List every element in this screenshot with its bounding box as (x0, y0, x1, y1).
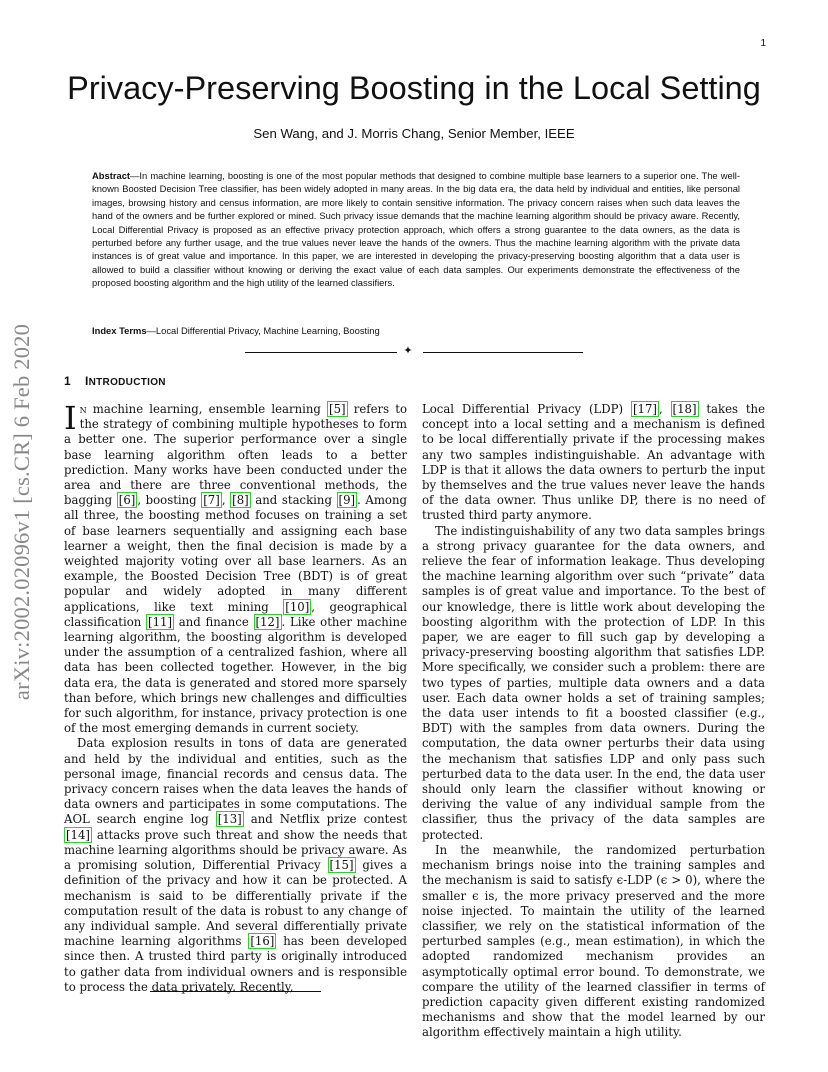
text-run: gives a definition of the privacy and how it can be protected. A mechanism is said to be differentially private if the computation result of the data is robust to any change of any individual sample. And several differentially private machine learning algorithms (64, 858, 407, 949)
citation-link[interactable]: [16] (250, 934, 275, 949)
text-run: refers to the strategy of combining multiple hypotheses to form a better one. The superior performance over a single base learning algorithm often leads to a better prediction. Many works have been conducted under the area and there are three conventional methods, the bagging (64, 402, 408, 508)
paragraph-intro-3 (422, 402, 765, 524)
abstract (92, 169, 740, 290)
text-run: . Like other machine learning algorithm, the boosting algorithm is developed under the assumption of a centralized fashion, where all data has been collected together. However, in the big data era, the data is generated and stored more sparsely than before, which brings new challenges and difficulties for such algorithm, for instance, privacy protection is one of the most emerging demands in current society. (64, 614, 407, 736)
citation-link[interactable]: [18] (672, 402, 697, 416)
section-title-rest: NTRODUCTION (88, 377, 166, 388)
divider-line-left (245, 352, 397, 353)
left-column (64, 399, 408, 995)
text-run: and Netflix prize contest (243, 812, 407, 827)
text-run: Data explosion results in tons of data are generated and held by the individual and entities, such as the personal image, financial records and census data. The privacy concern raises when the data leaves the hands of data owners and participates in some computations. The AOL search engine log (64, 736, 407, 827)
text-run: and finance (174, 614, 254, 629)
divider-line-right (423, 352, 583, 353)
citation-link[interactable]: [10] (285, 599, 310, 614)
citation-link[interactable]: [9] (338, 493, 356, 508)
divider-ornament-icon: ✦ (403, 344, 413, 357)
arxiv-identifier-stamp (2, 297, 42, 727)
citation-link[interactable]: [12] (255, 614, 280, 629)
section-heading-introduction (64, 374, 166, 388)
paragraph-intro-1 (64, 399, 408, 736)
arxiv-identifier-text: arXiv:2002.02096v1 [cs.CR] 6 Feb 2020 (9, 323, 34, 701)
page-number: 1 (760, 38, 766, 49)
text-run: Local Differential Privacy (LDP) (422, 402, 631, 416)
text-run: . Among all three, the boosting method focuses on training a set of base learners sequentially and assigning each base learner a weight, then the final decision is made by a weighted majority voting over all base learners. As an example, the Boosted Decision Tree (BDT) is of great popular and widely adopted in many different applications, like text mining (64, 493, 407, 614)
section-title-initial: I (84, 374, 89, 388)
paragraph-intro-5: In the meanwhile, the randomized perturbation mechanism brings noise into the training samples and the mechanism is said to satisfy ϵ-LDP (ϵ > 0), where the smaller ϵ is, the more privacy preserved and the more noise injected. To maintain the utility of the learned classifier, we rely on the statistical information of the perturbed samples (e.g., mean estimation), in which the adopted randomized mechanism provides an asymptotically optimal error bound. To demonstrate, we compare the utility of the learned classifier in terms of prediction capacity given different existing randomized mechanisms and show that the model learned by our algorithm effectively maintain a high utility. (422, 842, 765, 1040)
text-run: , (221, 493, 231, 508)
text-run: , (658, 402, 671, 416)
index-terms (92, 324, 740, 337)
text-run: machine learning, ensemble learning (86, 402, 328, 416)
text-run: takes the concept into a local setting and a mechanism is defined to be local differentially private if the processing makes any two samples indistinguishable. An advantage with LDP is that it allows the data owners to perturb the input by themselves and the true values never leave the hands of the data owner. Thus unlike DP, there is no need of trusted third party anymore. (422, 402, 766, 523)
footnote-rule (150, 991, 321, 992)
small-caps-lead: n (79, 402, 87, 416)
citation-link[interactable]: [8] (232, 493, 249, 508)
text-run: , boosting (137, 493, 202, 508)
paragraph-intro-2 (64, 736, 407, 994)
paper-title: Privacy-Preserving Boosting in the Local Setting (67, 70, 761, 106)
section-number: 1 (64, 374, 71, 388)
right-column (422, 402, 765, 1041)
citation-link[interactable]: [15] (329, 858, 354, 873)
text-run: has been developed since then. A trusted third party is originally introduced to gather data from individual owners and is responsible to process the data privately. Recently, (64, 934, 407, 994)
text-run: and stacking (250, 493, 337, 508)
text-run: attacks prove such threat and show the needs that machine learning algorithms should be privacy aware. As a promising solution, Differential Privacy (64, 827, 407, 873)
citation-link[interactable]: [11] (148, 614, 173, 629)
section-divider (245, 345, 583, 359)
citation-link[interactable]: [5] (329, 402, 346, 416)
index-terms-text: —Local Differential Privacy, Machine Learning, Boosting (146, 325, 380, 336)
citation-link[interactable]: [7] (203, 493, 220, 508)
citation-link[interactable]: [6] (118, 493, 136, 508)
drop-cap: I (64, 399, 77, 437)
text-run: , geographical classification (64, 599, 407, 629)
author-line: Sen Wang, and J. Morris Chang, Senior Member, IEEE (253, 126, 575, 141)
index-terms-label: Index Terms (92, 325, 147, 336)
citation-link[interactable]: [13] (217, 812, 242, 827)
paragraph-intro-4: The indistinguishability of any two data samples brings a strong privacy guarantee for the data owners, and relieve the fear of information leakage. Thus developing the machine learning algorithm over such “private” data samples is of great value and importance. To the best of our knowledge, there is little work about developing the boosting algorithm with the protection of LDP. In this paper, we are eager to fill such gap by developing a privacy-preserving boosting algorithm that satisfies LDP. More specifically, we consider such a problem: there are two types of parties, multiple data owners and a data user. Each data owner holds a set of training samples; the data user intends to fit a boosted classifier (e.g., BDT) with the samples from data owners. During the computation, the data owner perturbs their data using the mechanism that satisfies LDP and only pass such perturbed data to the data user. In the end, the data user should only learn the classifier without knowing or deriving the value of any individual sample from the classifier, thus the privacy of the data samples are protected. (422, 523, 765, 842)
citation-link[interactable]: [14] (66, 827, 90, 842)
abstract-label: Abstract (92, 170, 131, 181)
citation-link[interactable]: [17] (632, 402, 657, 416)
abstract-text: —In machine learning, boosting is one of the most popular methods that designed to combine multiple base learners to a superior one. The well-known Boosted Decision Tree classifier, has been widely adopted in many areas. In the big data era, the data held by individual and entities, like personal images, browsing history and census information, are more likely to contain sensitive information. The privacy concern raises when such data leaves the hand of the owners and be further explored or mined. Such privacy issue demands that the machine learning algorithm should be privacy aware. Recently, Local Differential Privacy is proposed as an effective privacy protection approach, which offers a strong guarantee to the data owners, as the data is perturbed before any further usage, and the true values never leave the hands of the owners. Thus the machine learning algorithm with the private data instances is of great value and importance. In this paper, we are interested in developing the privacy-preserving boosting algorithm that a data user is allowed to build a classifier without knowing or deriving the exact value of each data samples. Our experiments demonstrate the effectiveness of the proposed boosting algorithm and the high utility of the learned classifiers. (92, 170, 740, 289)
